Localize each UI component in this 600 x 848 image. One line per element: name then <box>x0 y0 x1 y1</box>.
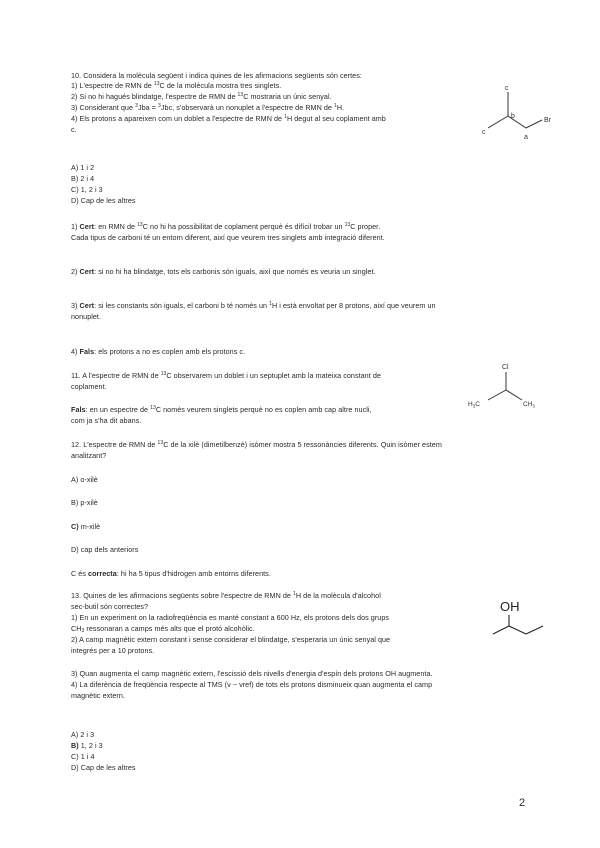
q10-option-c: C) 1, 2 i 3 <box>71 185 103 194</box>
q13-statement-3: 3) Quan augmenta el camp magnètic extern, l'escissió dels nivells d'energia d'espín dels protons OH augmenta. <box>71 669 433 678</box>
q13-statement: 13. Quines de les afirmacions següents sobre l'espectre de RMN de $^1$H de la molècula d'alcohol <box>71 591 381 600</box>
q13-statement-2-cont: integrés per a 10 protons. <box>71 646 155 655</box>
q10-mol-label-br: Br <box>544 117 551 124</box>
q10-statement-1: 1) L'espectre de RMN de $^{13}$C de la molècula mostra tres singlets. <box>71 81 282 90</box>
q11-mol-label-ch3: $CH_3$ <box>523 401 535 409</box>
q13-option-b: B) 1, 2 i 3 <box>71 741 103 750</box>
q11-statement-cont: coplament. <box>71 382 107 391</box>
q12-option-c: C) m-xilè <box>71 522 101 531</box>
q12-statement-cont: analitzant? <box>71 451 107 460</box>
q10-option-d: D) Cap de les altres <box>71 196 136 205</box>
q11-mol-label-cl: Cl <box>502 364 509 371</box>
q12-option-b: B) p-xilè <box>71 498 98 507</box>
explanation-3-cont: nonuplet. <box>71 312 102 321</box>
q13-statement-1-cont: $CH_3$ ressonaran a camps més alts que el protó alcohòlic. <box>71 624 255 634</box>
q13-option-a: A) 2 i 3 <box>71 730 95 739</box>
q12-answer: C és correcta: hi ha 5 tipus d'hidrogen amb entorns diferents. <box>71 569 271 578</box>
q11-molecule-structure <box>466 360 546 412</box>
q13-molecule-structure <box>490 596 552 644</box>
q13-statement-4-cont: magnètic extern. <box>71 691 125 700</box>
q10-statement-4-cont: c. <box>71 125 77 134</box>
explanation-1: 1) Cert: en RMN de $^{13}$C no hi ha possibilitat de coplament perquè és difícil trobar un $^{13}$C proper. <box>71 222 381 231</box>
q10-option-b: B) 2 i 4 <box>71 174 95 183</box>
q10-mol-label-b: b <box>511 113 515 120</box>
q13-statement-cont: sec-butil són correctes? <box>71 602 149 611</box>
q13-option-c: C) 1 i 4 <box>71 752 95 761</box>
q11-statement: 11. A l'espectre de RMN de $^{13}$C observarem un doblet i un septuplet amb la mateixa constant de <box>71 371 381 380</box>
q10-mol-label-c-top: c <box>505 85 509 92</box>
q11-answer: Fals: en un espectre de $^{13}$C només veurem singlets perquè no es coplen amb cap altre nucli, <box>71 405 372 414</box>
explanation-4: 4) Fals: els protons a no es coplen amb els protons c. <box>71 347 246 356</box>
page-number: 2 <box>519 797 526 809</box>
q12-option-a: A) o-xilè <box>71 475 98 484</box>
q10-molecule-structure <box>478 82 558 152</box>
q10-title: 10. Considera la molècula següent i indica quines de les afirmacions següents són certes: <box>71 71 362 80</box>
q13-option-d: D) Cap de les altres <box>71 763 136 772</box>
q12-statement: 12. L'espectre de RMN de $^{13}$C de la xilè (dimetilbenzè) isòmer mostra 5 ressonàncies diferents. Quin isòmer estem <box>71 440 442 449</box>
q10-statement-4: 4) Els protons a apareixen com un doblet a l'espectre de RMN de $^1$H degut al seu coplament amb <box>71 114 386 123</box>
explanation-2: 2) Cert: si no hi ha blindatge, tots els carbonis són iguals, així que només es veuria un singlet. <box>71 267 376 276</box>
q13-statement-4: 4) La diferència de freqüència respecte al TMS (ν − νref) de tots els protons disminueix quan augmenta el camp <box>71 680 433 689</box>
q11-mol-label-h3c: $H_3C$ <box>468 401 480 409</box>
q10-statement-2: 2) Si no hi hagués blindatge, l'espectre de RMN de $^{13}$C mostraria un únic senyal. <box>71 92 332 101</box>
q13-mol-label-oh: OH <box>500 599 520 614</box>
q11-answer-cont: com ja s'ha dit abans. <box>71 416 142 425</box>
q10-option-a: A) 1 i 2 <box>71 163 95 172</box>
explanation-3: 3) Cert: si les constants són iguals, el carboni b té només un $^1$H i està envoltat per 8 protons, així que veurem un <box>71 301 436 310</box>
q10-mol-label-a: a <box>524 134 528 141</box>
q12-option-d: D) cap dels anteriors <box>71 545 139 554</box>
q13-statement-2: 2) A camp magnètic extern constant i sense considerar el blindatge, s'esperaria un únic senyal que <box>71 635 391 644</box>
q10-mol-label-c-left: c <box>482 129 486 136</box>
explanation-1-cont: Cada tipus de carboni té un entorn diferent, així que veurem tres singlets amb integració diferent. <box>71 233 385 242</box>
q13-statement-1: 1) En un experiment on la radiofreqüència es manté constant a 600 Hz, els protons dels dos grups <box>71 613 390 622</box>
q10-statement-3: 3) Considerant que $^3$Jba = $^3$Jbc, s'observarà un nonuplet a l'espectre de RMN de $^1$H. <box>71 103 345 112</box>
